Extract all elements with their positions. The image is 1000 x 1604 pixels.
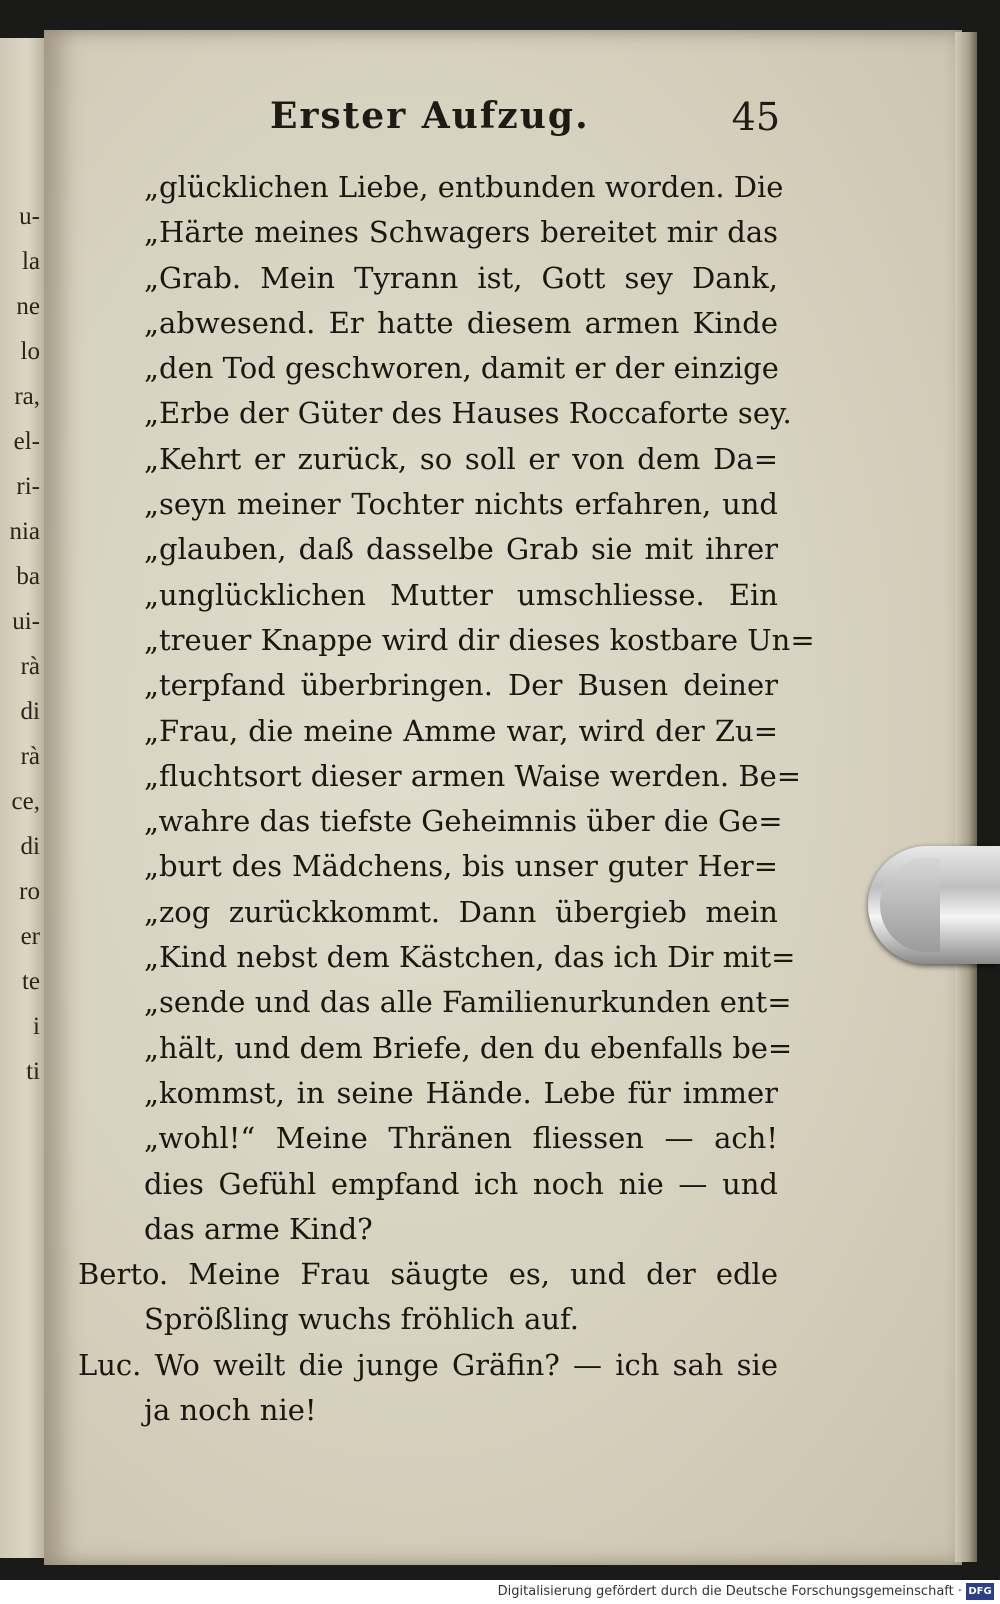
page-block-edge (955, 32, 977, 1562)
left-fragment: ra, (14, 383, 40, 410)
left-fragment: nia (9, 518, 40, 545)
running-header (270, 95, 780, 145)
text-line: „terpfand überbringen. Der Busen deiner (144, 668, 778, 703)
left-fragment: u- (19, 203, 40, 230)
text-line: „glücklichen Liebe, entbunden worden. Die (144, 170, 784, 204)
text-line: „wahre das tiefste Geheimnis über die Ge= (144, 804, 783, 839)
dfg-logo: DFG (966, 1583, 994, 1600)
left-fragment: rà (20, 743, 40, 770)
text-line: „abwesend. Er hatte diesem armen Kinde (144, 305, 778, 340)
text-line: „Grab. Mein Tyrann ist, Gott sey Dank, (144, 260, 778, 295)
page-number: 45 (731, 95, 780, 139)
footer-bar (0, 1580, 1000, 1604)
text-line: „Kehrt er zurück, so soll er von dem Da= (144, 441, 778, 476)
text-line: „Erbe der Güter des Hauses Roccaforte sey. (144, 396, 792, 431)
text-line: „Härte meines Schwagers bereitet mir das (144, 215, 778, 250)
text-line: „treuer Knappe wird dir dieses kostbare Un= (144, 622, 815, 657)
text-line: „seyn meiner Tochter nichts erfahren, und (144, 487, 778, 522)
text-line: „hält, und dem Briefe, den du ebenfalls be= (144, 1030, 793, 1065)
text-line: „zog zurückkommt. Dann übergieb mein (144, 894, 778, 929)
left-fragment: ne (16, 293, 40, 320)
chapter-title: Erster Aufzug. (270, 95, 590, 137)
left-fragment: ti (26, 1058, 40, 1085)
left-fragment: lo (20, 338, 40, 365)
text-line: „wohl!“ Meine Thränen fliessen — ach! (144, 1121, 778, 1156)
funding-credit: Digitalisierung gefördert durch die Deutsche Forschungsgemeinschaft · (497, 1584, 962, 1599)
text-line: „sende und das alle Familienurkunden ent= (144, 985, 792, 1020)
text-line: Sprößling wuchs fröhlich auf. (144, 1302, 579, 1337)
left-fragment: di (20, 698, 40, 725)
text-line: „kommst, in seine Hände. Lebe für immer (144, 1075, 778, 1110)
adjacent-page-edge (0, 38, 46, 1558)
text-line: „burt des Mädchens, bis unser guter Her= (144, 849, 778, 884)
left-fragment: er (20, 923, 40, 950)
left-fragment: i (33, 1013, 40, 1040)
text-line: das arme Kind? (144, 1211, 373, 1246)
text-line: „glauben, daß dasselbe Grab sie mit ihrer (144, 532, 778, 567)
left-fragment: ro (19, 878, 40, 905)
left-fragment: ce, (11, 788, 40, 815)
text-line: „fluchtsort dieser armen Waise werden. Be= (144, 758, 802, 793)
text-line: dies Gefühl empfand ich noch nie — und (144, 1166, 778, 1201)
text-line: „den Tod geschworen, damit er der einzige (144, 351, 779, 386)
left-fragment: ui- (12, 608, 40, 635)
text-line: ja noch nie! (144, 1393, 317, 1428)
left-fragment: ri- (16, 473, 40, 500)
left-fragment: ba (16, 563, 40, 590)
text-line: „Frau, die meine Amme war, wird der Zu= (144, 713, 778, 748)
speaker-line: Luc. Wo weilt die junge Gräfin? — ich sah sie (78, 1347, 778, 1382)
speaker-line: Berto. Meine Frau säugte es, und der edle (78, 1257, 778, 1292)
left-fragment: el- (13, 428, 40, 455)
left-fragment: te (21, 968, 40, 995)
left-fragment: la (21, 248, 40, 275)
left-fragment: di (20, 833, 40, 860)
page-clip-holder (868, 846, 1000, 964)
left-fragment: rà (20, 653, 40, 680)
text-line: „Kind nebst dem Kästchen, das ich Dir mit= (144, 940, 796, 975)
text-line: „unglücklichen Mutter umschliesse. Ein (144, 577, 778, 612)
body-text (78, 165, 815, 1433)
clip-inner (880, 858, 940, 952)
